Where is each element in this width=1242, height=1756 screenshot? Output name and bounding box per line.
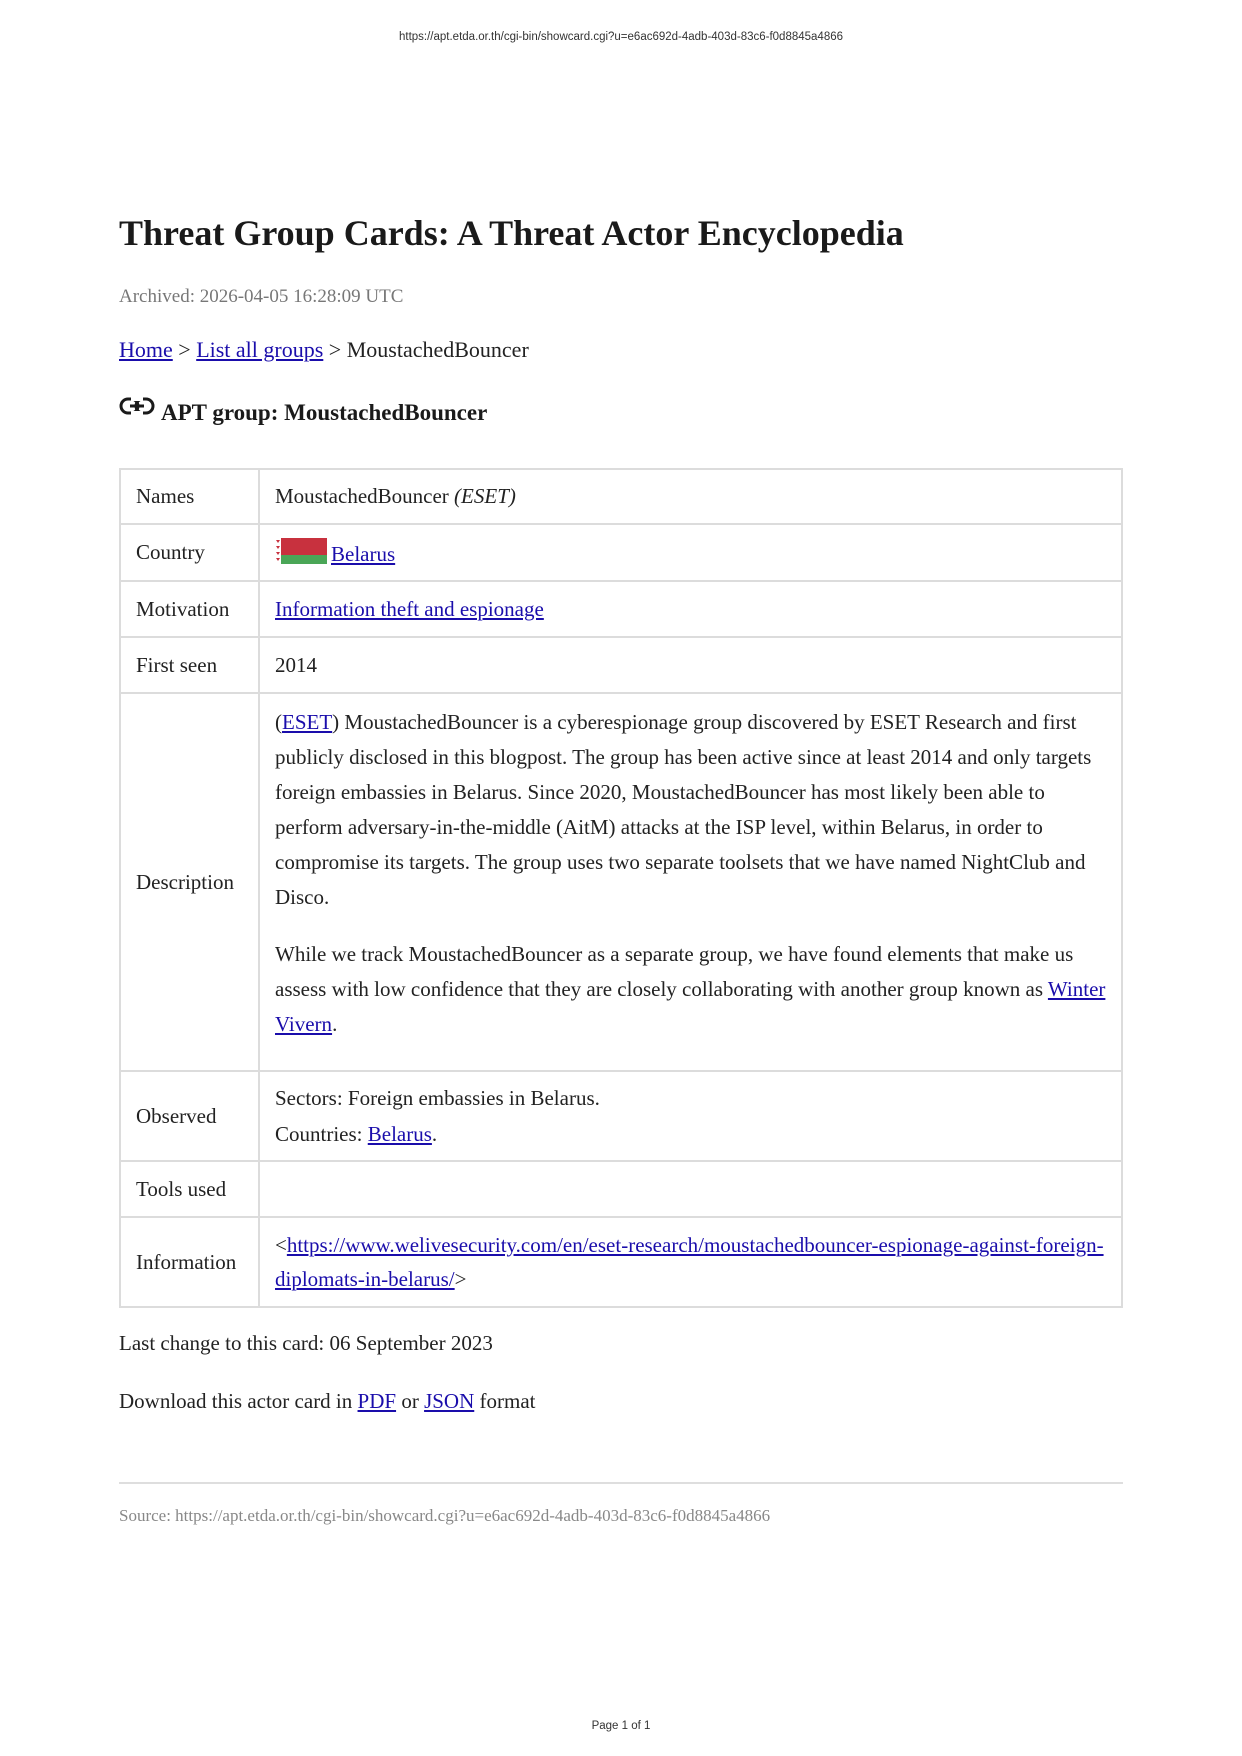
tools-value (259, 1161, 1122, 1217)
motivation-value (259, 581, 1122, 637)
angle-open: < (275, 1233, 287, 1257)
tools-label: Tools used (120, 1161, 259, 1217)
description-row (120, 693, 1122, 1071)
information-value (259, 1217, 1122, 1307)
description-paragraph (275, 937, 1106, 1042)
description-paragraph (275, 705, 1106, 915)
motivation-link[interactable]: Information theft and espionage (275, 596, 544, 621)
angle-close: > (454, 1267, 467, 1291)
breadcrumb-home-link[interactable]: Home (119, 337, 173, 362)
countries-prefix: Countries: (275, 1122, 368, 1146)
observed-value (259, 1071, 1122, 1161)
eset-link[interactable]: ESET (282, 710, 333, 734)
group-heading-text: APT group: MoustachedBouncer (161, 400, 488, 425)
group-heading (119, 400, 487, 426)
description-text: ) MoustachedBouncer is a cyberespionage group discovered by ESET Research and first publicly disclosed in this blogpost. The group has been active since at least 2014 and only targets foreign embassies in Belarus. Since 2020, MoustachedBouncer has most likely been able to perform adversary-in-the-middle (AitM) attacks at the ISP level, within Belarus, in order to compromise its targets. The group uses two separate toolsets that we have named NightClub and Disco. (275, 710, 1092, 909)
page-number: Page 1 of 1 (591, 1720, 651, 1732)
description-text: While we track MoustachedBouncer as a separate group, we have found elements that make us assess with low confidence that they are closely collaborating with another group known as (275, 942, 1074, 1001)
breadcrumb-separator: > (323, 337, 347, 362)
link-icon[interactable] (119, 394, 155, 418)
information-row (120, 1217, 1122, 1307)
actor-name: MoustachedBouncer (275, 484, 449, 508)
source-url: Source: https://apt.etda.or.th/cgi-bin/showcard.cgi?u=e6ac692d-4adb-403d-83c6-f0d8845a4866 (119, 1506, 771, 1525)
names-row (120, 469, 1122, 524)
description-value (259, 693, 1122, 1071)
information-url-link[interactable]: https://www.welivesecurity.com/en/eset-research/moustachedbouncer-espionage-against-foreign-diplomats-in-belarus/ (275, 1233, 1104, 1291)
download-or: or (396, 1389, 425, 1413)
divider (119, 1482, 1123, 1484)
country-value (259, 524, 1122, 581)
paren-open: ( (275, 710, 282, 734)
observed-label: Observed (120, 1071, 259, 1161)
print-header-url: https://apt.etda.or.th/cgi-bin/showcard.cgi?u=e6ac692d-4adb-403d-83c6-f0d8845a4866 (398, 31, 844, 43)
breadcrumb-separator: > (172, 337, 197, 362)
download-prefix: Download this actor card in (119, 1389, 358, 1413)
name-source: (ESET) (454, 484, 516, 508)
winter-vivern-link[interactable]: Winter Vivern (275, 977, 1106, 1036)
download-line (119, 1389, 535, 1414)
observed-countries (275, 1116, 1106, 1152)
country-label: Country (120, 524, 259, 581)
belarus-flag-icon (275, 538, 327, 564)
download-json-link[interactable]: JSON (424, 1389, 475, 1413)
archived-timestamp: Archived: 2026-04-05 16:28:09 UTC (119, 286, 404, 307)
country-row (120, 524, 1122, 581)
names-label: Names (120, 469, 259, 524)
motivation-label: Motivation (120, 581, 259, 637)
last-change: Last change to this card: 06 September 2023 (119, 1331, 493, 1355)
actor-card-table (119, 468, 1123, 1308)
motivation-row (120, 581, 1122, 637)
first-seen-value: 2014 (259, 637, 1122, 693)
breadcrumb-current: MoustachedBouncer (346, 337, 529, 362)
download-suffix: format (474, 1389, 536, 1413)
information-label: Information (120, 1217, 259, 1307)
countries-end: . (431, 1122, 438, 1146)
breadcrumb-list-all-groups-link[interactable]: List all groups (196, 337, 324, 362)
observed-country-link[interactable]: Belarus (367, 1122, 432, 1146)
observed-sectors: Sectors: Foreign embassies in Belarus. (275, 1086, 600, 1110)
page-title: Threat Group Cards: A Threat Actor Encyclopedia (119, 213, 904, 253)
description-label: Description (120, 693, 259, 1071)
country-name: Belarus (331, 542, 396, 566)
first-seen-row (120, 637, 1122, 693)
download-pdf-link[interactable]: PDF (357, 1389, 397, 1413)
observed-row (120, 1071, 1122, 1161)
first-seen-label: First seen (120, 637, 259, 693)
country-link[interactable] (275, 542, 395, 566)
breadcrumb (119, 337, 529, 363)
description-end: . (332, 1012, 338, 1036)
tools-row (120, 1161, 1122, 1217)
names-value (259, 469, 1122, 524)
